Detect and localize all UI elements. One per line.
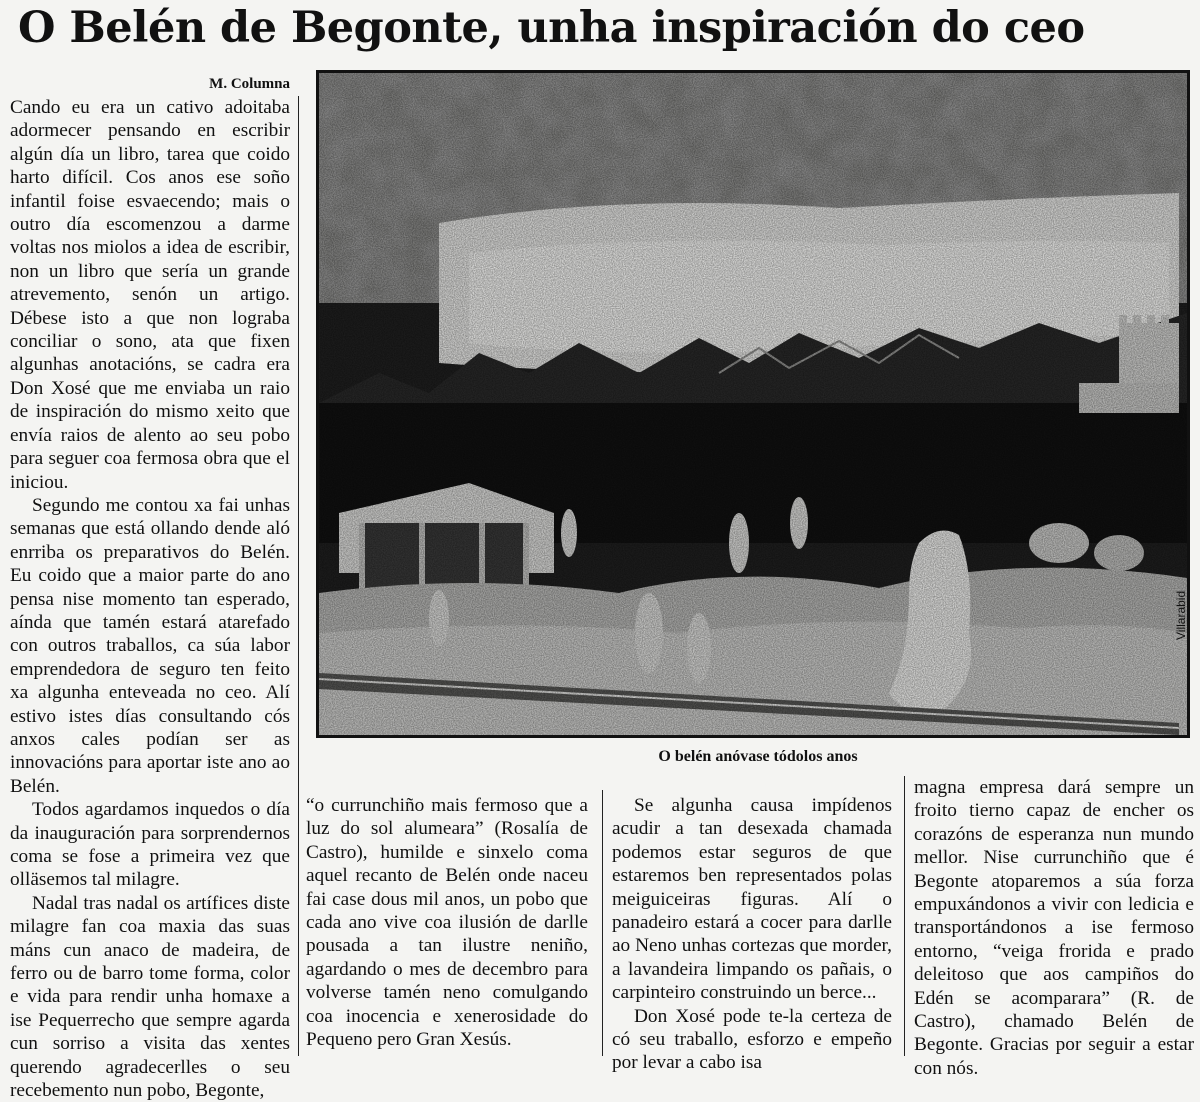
article-column-2 <box>306 794 588 1051</box>
article-column-1 <box>10 96 290 1102</box>
paragraph: Cando eu era un cativo adoitaba adormecer pensando en escribir algún día un libro, tarea que coido harto difícil. Cos anos ese soño infantil foise esvaecendo; mais o outro día escomenzou a darme voltas nos miolos a idea de escribir, non un libro que sería un grande atrevemento, senón un artigo. Débese isto a que non lograba conciliar o sono, ata que fixen algunhas anotacións, se cadra era Don Xosé que me enviaba un raio de inspiración do mismo xeito que envía raios de alento ao seu pobo para seguer coa fermosa obra que el iniciou. <box>10 97 290 493</box>
paragraph: “o currunchiño mais fermoso que a luz do sol alumeara” (Rosalía de Castro), humilde e sinxelo coma aquel recanto de Belén onde naceu fai case dous mil anos, un pobo que cada ano vive coa ilusión de darlle pousada a tan ilustre neniño, agardando o mes de decembro para volverse tamén neno comulgando coa inocencia e xenerosidade do Pequeno pero Gran Xesús. <box>306 795 588 1051</box>
paragraph: Segundo me contou xa fai unhas semanas que está ollando dende aló enrriba os preparativos do Belén. Eu coido que a maior parte do ano pensa nise momento tan esperado, aínda que tamén estará atarefado con outros traballos, ca súa labor emprendedora de seguro ten feito xa algunha enteveada no ceo. Alí estivo istes días consultando cós anxos cales podían ser as innovacións para aportar iste ano ao Belén. <box>10 494 290 797</box>
byline: M. Columna <box>209 76 290 92</box>
nativity-scene-photo <box>316 70 1190 738</box>
column-divider <box>298 96 299 1056</box>
column-divider <box>904 776 905 1056</box>
paragraph: Todos agardamos inquedos o día da inauguración para sorprendernos coma se fose a primeira vez que olläsemos tal milagre. <box>10 799 290 891</box>
photo-caption: O belén anóvase tódolos anos <box>658 748 858 765</box>
photo-credit: Villarabid <box>1174 590 1188 640</box>
article-column-4 <box>914 776 1194 1080</box>
article-column-3 <box>612 794 892 1075</box>
paragraph: Don Xosé pode te-la certeza de có seu traballo, esforzo e empeño por levar a cabo isa <box>612 1005 892 1074</box>
paragraph: Nadal tras nadal os artífices diste milagre fan coa maxia das suas máns cun anaco de madeira, de ferro ou de barro tome forma, color e vida para rendir unha homaxe a ise Pequerrecho que sempre agarda cun sorriso a visita das xentes querendo agradecerlles o seu recebemento nun pobo, Begonte, <box>10 892 290 1102</box>
nativity-scene-photo-art <box>319 73 1187 735</box>
paragraph: magna empresa dará sempre un froito tierno capaz de encher os corazóns de esperanza nun mundo mellor. Nise currunchiño que é Begonte atoparemos a súa forza empuxándonos a vivir con ledicia e transportándonos a ise fermoso entorno, “veiga frorida e prado deleitoso que aos campiños do Edén se acomparara” (R. de Castro), chamado Belén de Begonte. Gracias por seguir a estar con nós. <box>914 777 1194 1079</box>
paragraph: Se algunha causa impídenos acudir a tan desexada chamada podemos estar seguros de que estaremos ben representados polas meiguiceiras figuras. Alí o panadeiro estará a cocer para darlle ao Neno unhas cortezas que morder, a lavandeira limpando os pañais, o carpinteiro construindo un berce... <box>612 795 892 1004</box>
headline: O Belén de Begonte, unha inspiración do ceo <box>18 3 1085 53</box>
column-divider <box>602 790 603 1056</box>
